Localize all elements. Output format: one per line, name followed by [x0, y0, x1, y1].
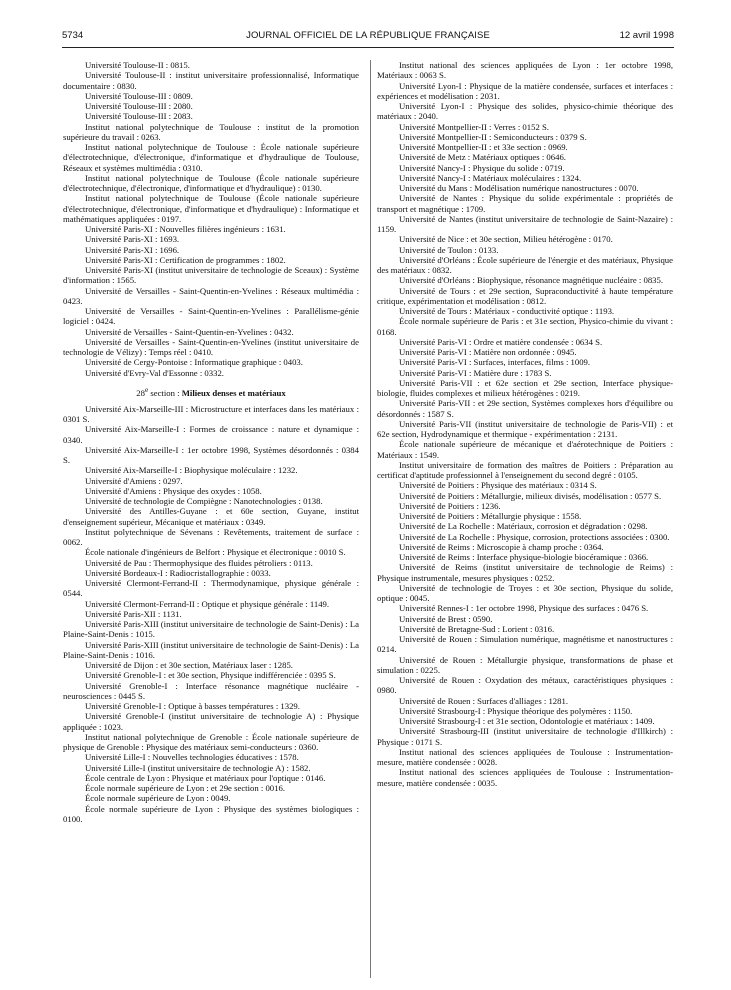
entry: Université du Mans : Modélisation numérique nanostructures : 0070. — [399, 183, 639, 193]
entry: Université de Tours : et 29e section, Supraconductivité à haute température critique, expérimentation et modélisation : 0812. — [377, 285, 673, 306]
entry: Université de Reims : Interface physique-biologie biocéramique : 0366. — [399, 552, 649, 562]
entry: Université Grenoble-I : et 30e section, Physique indifférenciée : 0395 S. — [85, 670, 336, 681]
entry: Université Paris-XIII (institut universitaire de technologie de Saint-Denis) : La Plaine-Saint-Denis : 1016. — [63, 639, 359, 660]
entry: Université Paris-VII : et 62e section et 29e section, Interface physique-biologie, fluides complexes et milieux hétérogènes : 0219. — [377, 377, 673, 398]
entry: Université Clermont-Ferrand-II : Thermodynamique, physique générale : 0544. — [63, 578, 359, 599]
entry: École normale supérieure de Lyon : 0049. — [85, 793, 231, 804]
entry: Université Paris-XI : Certification de programmes : 1802. — [85, 254, 286, 265]
entry: Université Paris-XI (institut universitaire de technologie de Sceaux) : Système d'information : 1565. — [63, 265, 359, 286]
entry: Institut national des sciences appliquées de Toulouse : Instrumentation-mesure, matière condensée : 0028. — [377, 746, 673, 767]
entry: Université Strasbourg-III (institut universitaire de technologie d'Illkirch) : Physique : 0171 S. — [377, 726, 673, 747]
entry: École centrale de Lyon : Physique et matériaux pour l'optique : 0146. — [85, 772, 326, 783]
entry: Université Lille-I (institut universitaire de technologie A) : 1582. — [85, 762, 311, 773]
entry: Université d'Amiens : 0297. — [85, 475, 183, 486]
entry: Université de Cergy-Pontoise : Informatique graphique : 0403. — [85, 357, 303, 368]
entry: Université Lille-I : Nouvelles technologies éducatives : 1578. — [85, 752, 299, 763]
entry: Université Paris-VI : Surfaces, interfaces, films : 1009. — [399, 357, 591, 368]
entry: Université Aix-Marseille-III : Microstructure et interfaces dans les matériaux : 0301 S. — [63, 403, 359, 425]
entry: Université Strasbourg-I : Physique théorique des polymères : 1150. — [399, 705, 633, 716]
entry: Université Toulouse-II : 0815. — [85, 60, 190, 70]
left-entries-after — [63, 404, 359, 824]
entry: Institut national des sciences appliquées de Lyon : 1er octobre 1998, Matériaux : 0063 S. — [377, 60, 673, 81]
entry: Université Aix-Marseille-I : Biophysique moléculaire : 1232. — [85, 465, 298, 476]
issue-date: 12 avril 1998 — [619, 30, 674, 41]
entry: Université Paris-XI : Nouvelles filières ingénieurs : 1631. — [85, 224, 286, 234]
entry: Université Grenoble-I (institut universitaire de technologie A) : Physique appliquée : 1023. — [63, 711, 359, 732]
entry: Université de Versailles - Saint-Quentin-en-Yvelines (institut universitaire de technologie de Vélizy) : Temps réel : 0410. — [63, 336, 359, 357]
entry: Université Paris-XII : 1131. — [85, 608, 182, 619]
entry: Institut polytechnique de Sévenans : Revêtements, traitement de surface : 0062. — [63, 526, 359, 548]
entry: Université Paris-VI : Matière dure : 1783 S. — [399, 367, 552, 378]
entry: Université de technologie de Compiègne : Nanotechnologies : 0138. — [85, 496, 323, 507]
entry: Institut national polytechnique de Toulouse : institut de la promotion supérieure du travail : 0263. — [63, 121, 359, 142]
entry: Université Grenoble-I : Optique à basses températures : 1329. — [85, 701, 300, 712]
entry: Université de La Rochelle : Physique, corrosion, protections associées : 0300. — [399, 531, 670, 542]
entry: Université d'Orléans : École supérieure de l'énergie et des matériaux, Physique des matériaux : 0832. — [377, 254, 673, 275]
entry: Université Lyon-I : Physique des solides, physico-chimie théorique des matériaux : 2040. — [377, 101, 673, 122]
entry: Institut national polytechnique de Toulouse (École nationale supérieure d'électrotechnique, d'électronique, d'informatique et d'hydraulique) : 0130. — [63, 172, 359, 193]
entry: École normale supérieure de Lyon : Physique des systèmes biologiques : 0100. — [63, 803, 359, 824]
entry: Université des Antilles-Guyane : et 60e section, Guyane, institut d'enseignement supérieur, Mécanique et matériaux : 0349. — [63, 506, 359, 527]
entry: Université Toulouse-III : 0809. — [85, 90, 193, 101]
entry: Université Paris-VI : Ordre et matière condensée : 0634 S. — [399, 336, 603, 347]
entry: École nationale d'ingénieurs de Belfort : Physique et électronique : 0010 S. — [85, 547, 346, 558]
entry: Université de Nantes (institut universitaire de technologie de Saint-Nazaire) : 1159. — [377, 213, 673, 234]
entry: Université Toulouse-II : institut universitaire professionnalisé, Informatique documentaire : 0830. — [63, 70, 359, 91]
section-title: Milieux denses et matériaux — [181, 387, 286, 398]
entry: Institut universitaire de formation des maîtres de Poitiers : Préparation au certificat d'aptitude professionnel à l'enseignement du second degré : 0105. — [377, 459, 673, 480]
entry: Université de Versailles - Saint-Quentin-en-Yvelines : Parallélisme-génie logiciel : 0424. — [63, 306, 359, 327]
entry: École normale supérieure de Paris : et 31e section, Physico-chimie du vivant : 0168. — [377, 316, 673, 337]
entry: Institut national polytechnique de Toulouse : École nationale supérieure d'électrotechnique, d'électronique, d'informatique et d'hydraulique de Toulouse, Réseaux et systèmes multimédia : 0310. — [63, 142, 359, 173]
entry: Université Aix-Marseille-I : Formes de croissance : nature et dynamique : 0340. — [63, 424, 359, 445]
entry: Université Paris-XI : 1693. — [85, 234, 180, 245]
entry: Institut national polytechnique de Toulouse (École nationale supérieure d'électrotechnique, d'électronique, d'informatique et d'hydraulique) : Informatique et mathématiques appliquées : 0197. — [63, 193, 359, 224]
entry: Institut national polytechnique de Grenoble : École nationale supérieure de physique de Grenoble : Physique des matériaux semi-conducteurs : 0360. — [63, 731, 359, 753]
entry: Université Montpellier-II : Verres : 0152 S. — [399, 121, 549, 132]
entry: Université de Bretagne-Sud : Lorient : 0316. — [399, 623, 555, 634]
entry: Université Clermont-Ferrand-II : Optique et physique générale : 1149. — [85, 598, 330, 609]
entry: Université Nancy-I : Matériaux moléculaires : 1324. — [399, 172, 582, 183]
entry: École normale supérieure de Lyon : et 29e section : 0016. — [85, 783, 285, 794]
entry: Université de Reims : Microscopie à champ proche : 0364. — [399, 541, 604, 552]
section-heading — [63, 385, 359, 398]
entry: Université Montpellier-II : Semiconducteurs : 0379 S. — [399, 131, 587, 142]
page-number: 5734 — [62, 30, 84, 41]
entry: Université d'Orléans : Biophysique, résonance magnétique nucléaire : 0835. — [399, 275, 664, 286]
entry: Université Strasbourg-I : et 31e section, Odontologie et matériaux : 1409. — [399, 716, 655, 726]
entry: École nationale supérieure de mécanique et d'aérotechnique de Poitiers : Matériaux : 1549. — [377, 439, 673, 460]
entry: Université Paris-VII (institut universitaire de technologie de Paris-VII) : et 62e section, Hydrodynamique et thermique - expérimentation : 2131. — [377, 418, 673, 439]
entry: Institut national des sciences appliquées de Toulouse : Instrumentation-mesure, matière condensée : 0035. — [377, 767, 673, 788]
entry: Université de Versailles - Saint-Quentin-en-Yvelines : Réseaux multimédia : 0423. — [63, 285, 359, 306]
entry: Université d'Amiens : Physique des oxydes : 1058. — [85, 485, 262, 496]
left-column — [63, 60, 359, 824]
entry: Université de Rouen : Simulation numérique, magnétisme et nanostructures : 0214. — [377, 634, 673, 655]
entry: Université de Brest : 0590. — [399, 613, 493, 624]
section-label: section : — [150, 387, 182, 398]
page-header — [62, 30, 674, 44]
entry: Université de Toulon : 0133. — [399, 244, 499, 255]
entry: Université Nancy-I : Physique du solide : 0719. — [399, 162, 565, 173]
entry: Université de technologie de Troyes : et 30e section, Physique du solide, optique : 0045. — [377, 582, 673, 603]
journal-title: JOURNAL OFFICIEL DE LA RÉPUBLIQUE FRANÇAISE — [246, 30, 490, 41]
entry: Université Montpellier-II : et 33e section : 0969. — [399, 142, 568, 152]
entry: Université de Rouen : Métallurgie physique, transformations de phase et simulation : 0225. — [377, 654, 673, 675]
entry: Université de Pau : Thermophysique des fluides pétroliers : 0113. — [85, 557, 313, 568]
entry: Université Paris-VII : et 29e section, Systèmes complexes hors d'équilibre ou désordonnés : 1587 S. — [377, 398, 673, 419]
entry: Université Paris-XI : 1696. — [85, 244, 180, 255]
entry: Université de Tours : Matériaux - conductivité optique : 1193. — [399, 306, 615, 316]
entry: Université Rennes-I : 1er octobre 1998, Physique des surfaces : 0476 S. — [399, 603, 649, 614]
entry: Université de Poitiers : 1236. — [399, 500, 501, 511]
section-ordinal: e — [144, 385, 149, 394]
entry: Université de Reims (institut universitaire de technologie de Reims) : Physique instrumentale, mesures physiques : 0252. — [377, 562, 673, 583]
entry: Université de Dijon : et 30e section, Matériaux laser : 1285. — [85, 660, 293, 671]
entry: Université Aix-Marseille-I : 1er octobre 1998, Systèmes désordonnés : 0384 S. — [63, 444, 359, 466]
entry: Université de Metz : Matériaux optiques : 0646. — [399, 152, 566, 163]
entry: Université Toulouse-III : 2083. — [85, 111, 193, 122]
right-column — [377, 60, 673, 788]
entry: Université de La Rochelle : Matériaux, corrosion et dégradation : 0298. — [399, 521, 648, 532]
entry: Université de Rouen : Surfaces d'alliages : 1281. — [399, 695, 568, 706]
entry: Université Lyon-I : Physique de la matière condensée, surfaces et interfaces : expériences et modélisation : 2031. — [377, 80, 673, 101]
entry: Université de Poitiers : Métallurgie, milieux divisés, modélisation : 0577 S. — [399, 490, 662, 501]
entry: Université Grenoble-I : Interface résonance magnétique nucléaire - neurosciences : 0445 S. — [63, 680, 359, 701]
left-entries — [63, 60, 359, 378]
entry: Université Paris-VI : Matière non ordonnée : 0945. — [399, 347, 577, 357]
entry: Université de Versailles - Saint-Quentin-en-Yvelines : 0432. — [85, 326, 294, 337]
entry: Université de Rouen : Oxydation des métaux, caractéristiques physiques : 0980. — [377, 675, 673, 696]
entry: Université Toulouse-III : 2080. — [85, 101, 193, 111]
entry: Université de Nice : et 30e section, Milieu hétérogène : 0170. — [399, 234, 613, 245]
entry: Université de Poitiers : Métallurgie physique : 1558. — [399, 511, 582, 521]
section-number: 28 — [136, 387, 145, 398]
header-rule — [62, 47, 674, 48]
right-entries — [377, 60, 673, 788]
entry: Université Bordeaux-I : Radiocristallographie : 0033. — [85, 567, 271, 578]
entry: Université de Poitiers : Physique des matériaux : 0314 S. — [399, 480, 597, 491]
entry: Université d'Evry-Val d'Essonne : 0332. — [85, 367, 224, 378]
column-separator — [370, 60, 371, 978]
entry: Université de Nantes : Physique du solide expérimentale : propriétés de transport et magnétique : 1709. — [377, 193, 673, 214]
entry: Université Paris-XIII (institut universitaire de technologie de Saint-Denis) : La Plaine-Saint-Denis : 1015. — [63, 619, 359, 640]
